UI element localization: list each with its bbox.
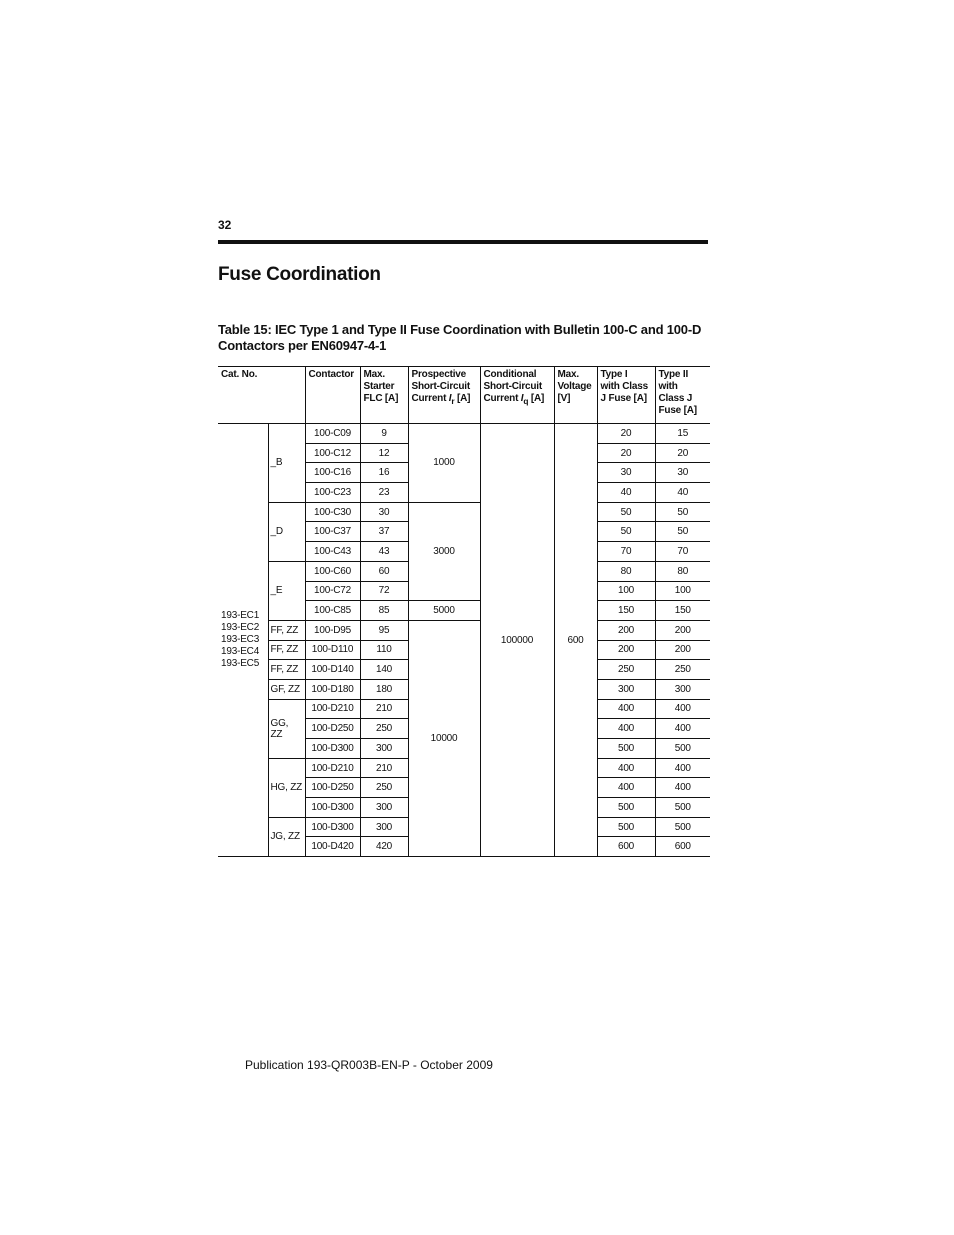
contactor-cell: 100-C72	[305, 581, 360, 601]
type1-cell: 40	[597, 483, 655, 503]
prospective-cell: 5000	[408, 601, 480, 621]
type1-cell: 300	[597, 679, 655, 699]
suffix-cell: _E	[268, 561, 305, 620]
type1-cell: 600	[597, 837, 655, 857]
type1-cell: 70	[597, 542, 655, 562]
flc-cell: 72	[360, 581, 408, 601]
header-contactor: Contactor	[305, 367, 360, 424]
flc-cell: 420	[360, 837, 408, 857]
type1-cell: 150	[597, 601, 655, 621]
type2-cell: 500	[655, 798, 710, 818]
type1-cell: 400	[597, 719, 655, 739]
publication-footer: Publication 193-QR003B-EN-P - October 2009	[245, 1058, 493, 1072]
type1-cell: 20	[597, 443, 655, 463]
type2-cell: 500	[655, 739, 710, 759]
header-type1-fuse: Type I with Class J Fuse [A]	[597, 367, 655, 424]
type1-cell: 500	[597, 798, 655, 818]
type1-cell: 400	[597, 778, 655, 798]
flc-cell: 37	[360, 522, 408, 542]
flc-cell: 85	[360, 601, 408, 621]
contactor-cell: 100-C16	[305, 463, 360, 483]
contactor-cell: 100-D210	[305, 699, 360, 719]
flc-cell: 43	[360, 542, 408, 562]
header-type2-fuse: Type II with Class J Fuse [A]	[655, 367, 710, 424]
suffix-cell: FF, ZZ	[268, 640, 305, 660]
conditional-cell: 100000	[480, 424, 554, 857]
flc-cell: 95	[360, 620, 408, 640]
flc-cell: 300	[360, 817, 408, 837]
prospective-cell: 10000	[408, 620, 480, 856]
table-row	[218, 424, 710, 444]
type2-cell: 400	[655, 778, 710, 798]
type2-cell: 500	[655, 817, 710, 837]
type2-cell: 600	[655, 837, 710, 857]
flc-cell: 140	[360, 660, 408, 680]
section-title: Fuse Coordination	[218, 264, 381, 285]
flc-cell: 9	[360, 424, 408, 444]
type2-cell: 50	[655, 522, 710, 542]
contactor-cell: 100-D110	[305, 640, 360, 660]
suffix-cell: JG, ZZ	[268, 817, 305, 856]
flc-cell: 300	[360, 798, 408, 818]
type1-cell: 80	[597, 561, 655, 581]
type1-cell: 50	[597, 502, 655, 522]
table-header-row	[218, 367, 710, 424]
header-max-starter: Max. Starter FLC [A]	[360, 367, 408, 424]
flc-cell: 250	[360, 778, 408, 798]
table-caption: Table 15: IEC Type 1 and Type II Fuse Coordination with Bulletin 100-C and 100-D Contactors per EN60947-4-1	[218, 322, 702, 353]
type1-cell: 400	[597, 699, 655, 719]
type2-cell: 200	[655, 640, 710, 660]
type1-cell: 30	[597, 463, 655, 483]
contactor-cell: 100-D210	[305, 758, 360, 778]
flc-cell: 300	[360, 739, 408, 759]
header-rule	[218, 240, 708, 244]
contactor-cell: 100-C09	[305, 424, 360, 444]
contactor-cell: 100-C85	[305, 601, 360, 621]
type2-cell: 200	[655, 620, 710, 640]
type1-cell: 250	[597, 660, 655, 680]
type2-cell: 20	[655, 443, 710, 463]
contactor-cell: 100-D300	[305, 739, 360, 759]
type1-cell: 20	[597, 424, 655, 444]
header-prospective-current: Prospective Short-Circuit Current $I_r$ [A]	[408, 367, 480, 424]
type2-cell: 30	[655, 463, 710, 483]
type2-cell: 150	[655, 601, 710, 621]
type2-cell: 100	[655, 581, 710, 601]
type1-cell: 100	[597, 581, 655, 601]
contactor-cell: 100-D140	[305, 660, 360, 680]
type1-cell: 200	[597, 640, 655, 660]
flc-cell: 110	[360, 640, 408, 660]
flc-cell: 12	[360, 443, 408, 463]
type2-cell: 250	[655, 660, 710, 680]
flc-cell: 210	[360, 758, 408, 778]
type2-cell: 50	[655, 502, 710, 522]
contactor-cell: 100-C43	[305, 542, 360, 562]
type1-cell: 50	[597, 522, 655, 542]
contactor-cell: 100-C37	[305, 522, 360, 542]
type2-cell: 70	[655, 542, 710, 562]
suffix-cell: HG, ZZ	[268, 758, 305, 817]
suffix-cell: FF, ZZ	[268, 620, 305, 640]
prospective-cell: 1000	[408, 424, 480, 503]
suffix-cell: _B	[268, 424, 305, 503]
type2-cell: 40	[655, 483, 710, 503]
type2-cell: 300	[655, 679, 710, 699]
contactor-cell: 100-D250	[305, 719, 360, 739]
type1-cell: 400	[597, 758, 655, 778]
type2-cell: 15	[655, 424, 710, 444]
header-max-voltage: Max. Voltage [V]	[554, 367, 597, 424]
suffix-cell: GF, ZZ	[268, 679, 305, 699]
header-cat-no: Cat. No.	[218, 367, 305, 424]
contactor-cell: 100-D300	[305, 817, 360, 837]
fuse-coordination-table	[218, 366, 710, 857]
type2-cell: 400	[655, 699, 710, 719]
flc-cell: 16	[360, 463, 408, 483]
flc-cell: 250	[360, 719, 408, 739]
contactor-cell: 100-D180	[305, 679, 360, 699]
contactor-cell: 100-D300	[305, 798, 360, 818]
contactor-cell: 100-C30	[305, 502, 360, 522]
contactor-cell: 100-C60	[305, 561, 360, 581]
type1-cell: 500	[597, 739, 655, 759]
table-row	[218, 620, 710, 640]
flc-cell: 210	[360, 699, 408, 719]
contactor-cell: 100-C23	[305, 483, 360, 503]
contactor-cell: 100-D250	[305, 778, 360, 798]
flc-cell: 180	[360, 679, 408, 699]
contactor-cell: 100-C12	[305, 443, 360, 463]
suffix-cell: _D	[268, 502, 305, 561]
flc-cell: 60	[360, 561, 408, 581]
suffix-cell: FF, ZZ	[268, 660, 305, 680]
prospective-cell: 3000	[408, 502, 480, 600]
type1-cell: 200	[597, 620, 655, 640]
type2-cell: 400	[655, 719, 710, 739]
flc-cell: 30	[360, 502, 408, 522]
suffix-cell: GG, ZZ	[268, 699, 305, 758]
type2-cell: 80	[655, 561, 710, 581]
voltage-cell: 600	[554, 424, 597, 857]
contactor-cell: 100-D95	[305, 620, 360, 640]
header-conditional-current: Conditional Short-Circuit Current $I_q$ [A]	[480, 367, 554, 424]
cat-numbers-cell: 193-EC1 193-EC2 193-EC3 193-EC4 193-EC5	[218, 424, 268, 857]
flc-cell: 23	[360, 483, 408, 503]
contactor-cell: 100-D420	[305, 837, 360, 857]
table-row	[218, 502, 710, 522]
type2-cell: 400	[655, 758, 710, 778]
page-number: 32	[218, 218, 232, 232]
type1-cell: 500	[597, 817, 655, 837]
